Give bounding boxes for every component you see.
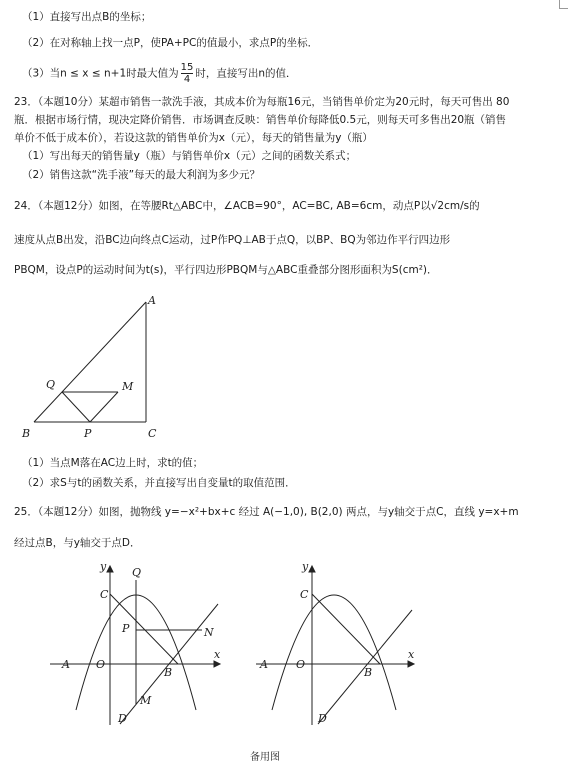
q25-line-1: 25．（本题12分）如图，抛物线 y=−x²+bx+c 经过 A(−1,0), B(2,0) 两点，与y轴交于点C，直线 y=x+m: [14, 506, 519, 518]
label-x: x: [408, 648, 415, 661]
label-d: D: [118, 712, 127, 725]
label-p: P: [84, 427, 92, 440]
segment-cb: [312, 594, 380, 664]
label-y: y: [100, 560, 107, 573]
x-axis-arrow: [214, 661, 220, 667]
label-c: C: [300, 588, 309, 601]
segment-mp: [90, 392, 118, 422]
q22-part-1: （1）直接写出点B的坐标；: [22, 11, 152, 23]
fraction-denominator: 4: [183, 74, 191, 85]
q22-part-2: （2）在对称轴上找一点P，使PA+PC的值最小，求点P的坐标．: [22, 37, 319, 49]
page-corner-mark: [559, 0, 568, 9]
label-c: C: [100, 588, 109, 601]
q23-line-3: 单价不低于成本价），若设这款的销售单价为x（元），每天的销售量为y（瓶）: [14, 132, 373, 144]
q24-line-1: 24．（本题12分）如图，在等腰Rt△ABC中，∠ACB=90°，AC=BC, AB=6cm，动点P以√2cm/s的: [14, 200, 480, 212]
q22-part-3-text-b: 时，直接写出n的值．: [195, 67, 297, 80]
q23-part-1: （1）写出每天的销售量y（瓶）与销售单价x（元）之间的函数关系式；: [22, 150, 357, 162]
label-n: N: [204, 626, 214, 639]
label-p: P: [122, 622, 130, 635]
q24-part-2: （2）求S与t的函数关系，并直接写出自变量t的取值范围．: [22, 477, 296, 489]
segment-ab: [34, 302, 146, 422]
fraction-15-4: [181, 62, 194, 85]
segment-pq: [62, 392, 90, 422]
label-a: A: [260, 658, 268, 671]
label-q: Q: [132, 566, 142, 579]
q24-line-3: PBQM，设点P的运动时间为t(s)，平行四边形PBQM与△ABC重叠部分图形面积为S(cm²)．: [14, 264, 438, 276]
q22-part-3-text-a: （3）当n ≤ x ≤ n+1时最大值为: [22, 67, 179, 80]
label-b: B: [364, 666, 373, 679]
label-b: B: [164, 666, 173, 679]
segment-cb: [110, 594, 178, 664]
label-o: O: [296, 658, 306, 671]
q23-line-2: 瓶．根据市场行情，现决定降价销售．市场调查反映：销售单价每降低0.5元，则每天可多售出20瓶（销售: [14, 114, 507, 126]
q23-part-2: （2）销售这款“洗手液”每天的最大利润为多少元？: [22, 169, 261, 181]
q25-figure-backup: [252, 560, 422, 730]
q24-triangle-figure: [18, 292, 168, 447]
q22-part-3: [22, 62, 572, 85]
label-a: A: [62, 658, 70, 671]
label-m: M: [140, 694, 152, 707]
fraction-numerator: 15: [180, 62, 194, 73]
label-q: Q: [46, 378, 56, 391]
q24-part-1: （1）当点M落在AC边上时，求t的值；: [22, 457, 204, 469]
label-y: y: [302, 560, 309, 573]
label-x: x: [214, 648, 221, 661]
label-b: B: [22, 427, 31, 440]
label-a: A: [148, 294, 156, 307]
x-axis-arrow: [408, 661, 414, 667]
label-d: D: [318, 712, 327, 725]
q23-line-1: 23．（本题10分）某超市销售一款洗手液，其成本价为每瓶16元，当销售单价定为20元时，每天可售出 80: [14, 96, 510, 108]
q25-line-2: 经过点B，与y轴交于点D．: [14, 537, 141, 549]
label-o: O: [96, 658, 106, 671]
backup-figure-caption: 备用图: [250, 752, 280, 763]
label-m: M: [122, 380, 134, 393]
q25-figure-main: [40, 560, 230, 730]
y-axis-arrow: [309, 566, 315, 572]
label-c: C: [148, 427, 157, 440]
q24-line-2: 速度从点B出发，沿BC边向终点C运动，过P作PQ⊥AB于点Q，以BP、BQ为邻边作平行四边形: [14, 234, 451, 246]
y-axis-arrow: [107, 566, 113, 572]
